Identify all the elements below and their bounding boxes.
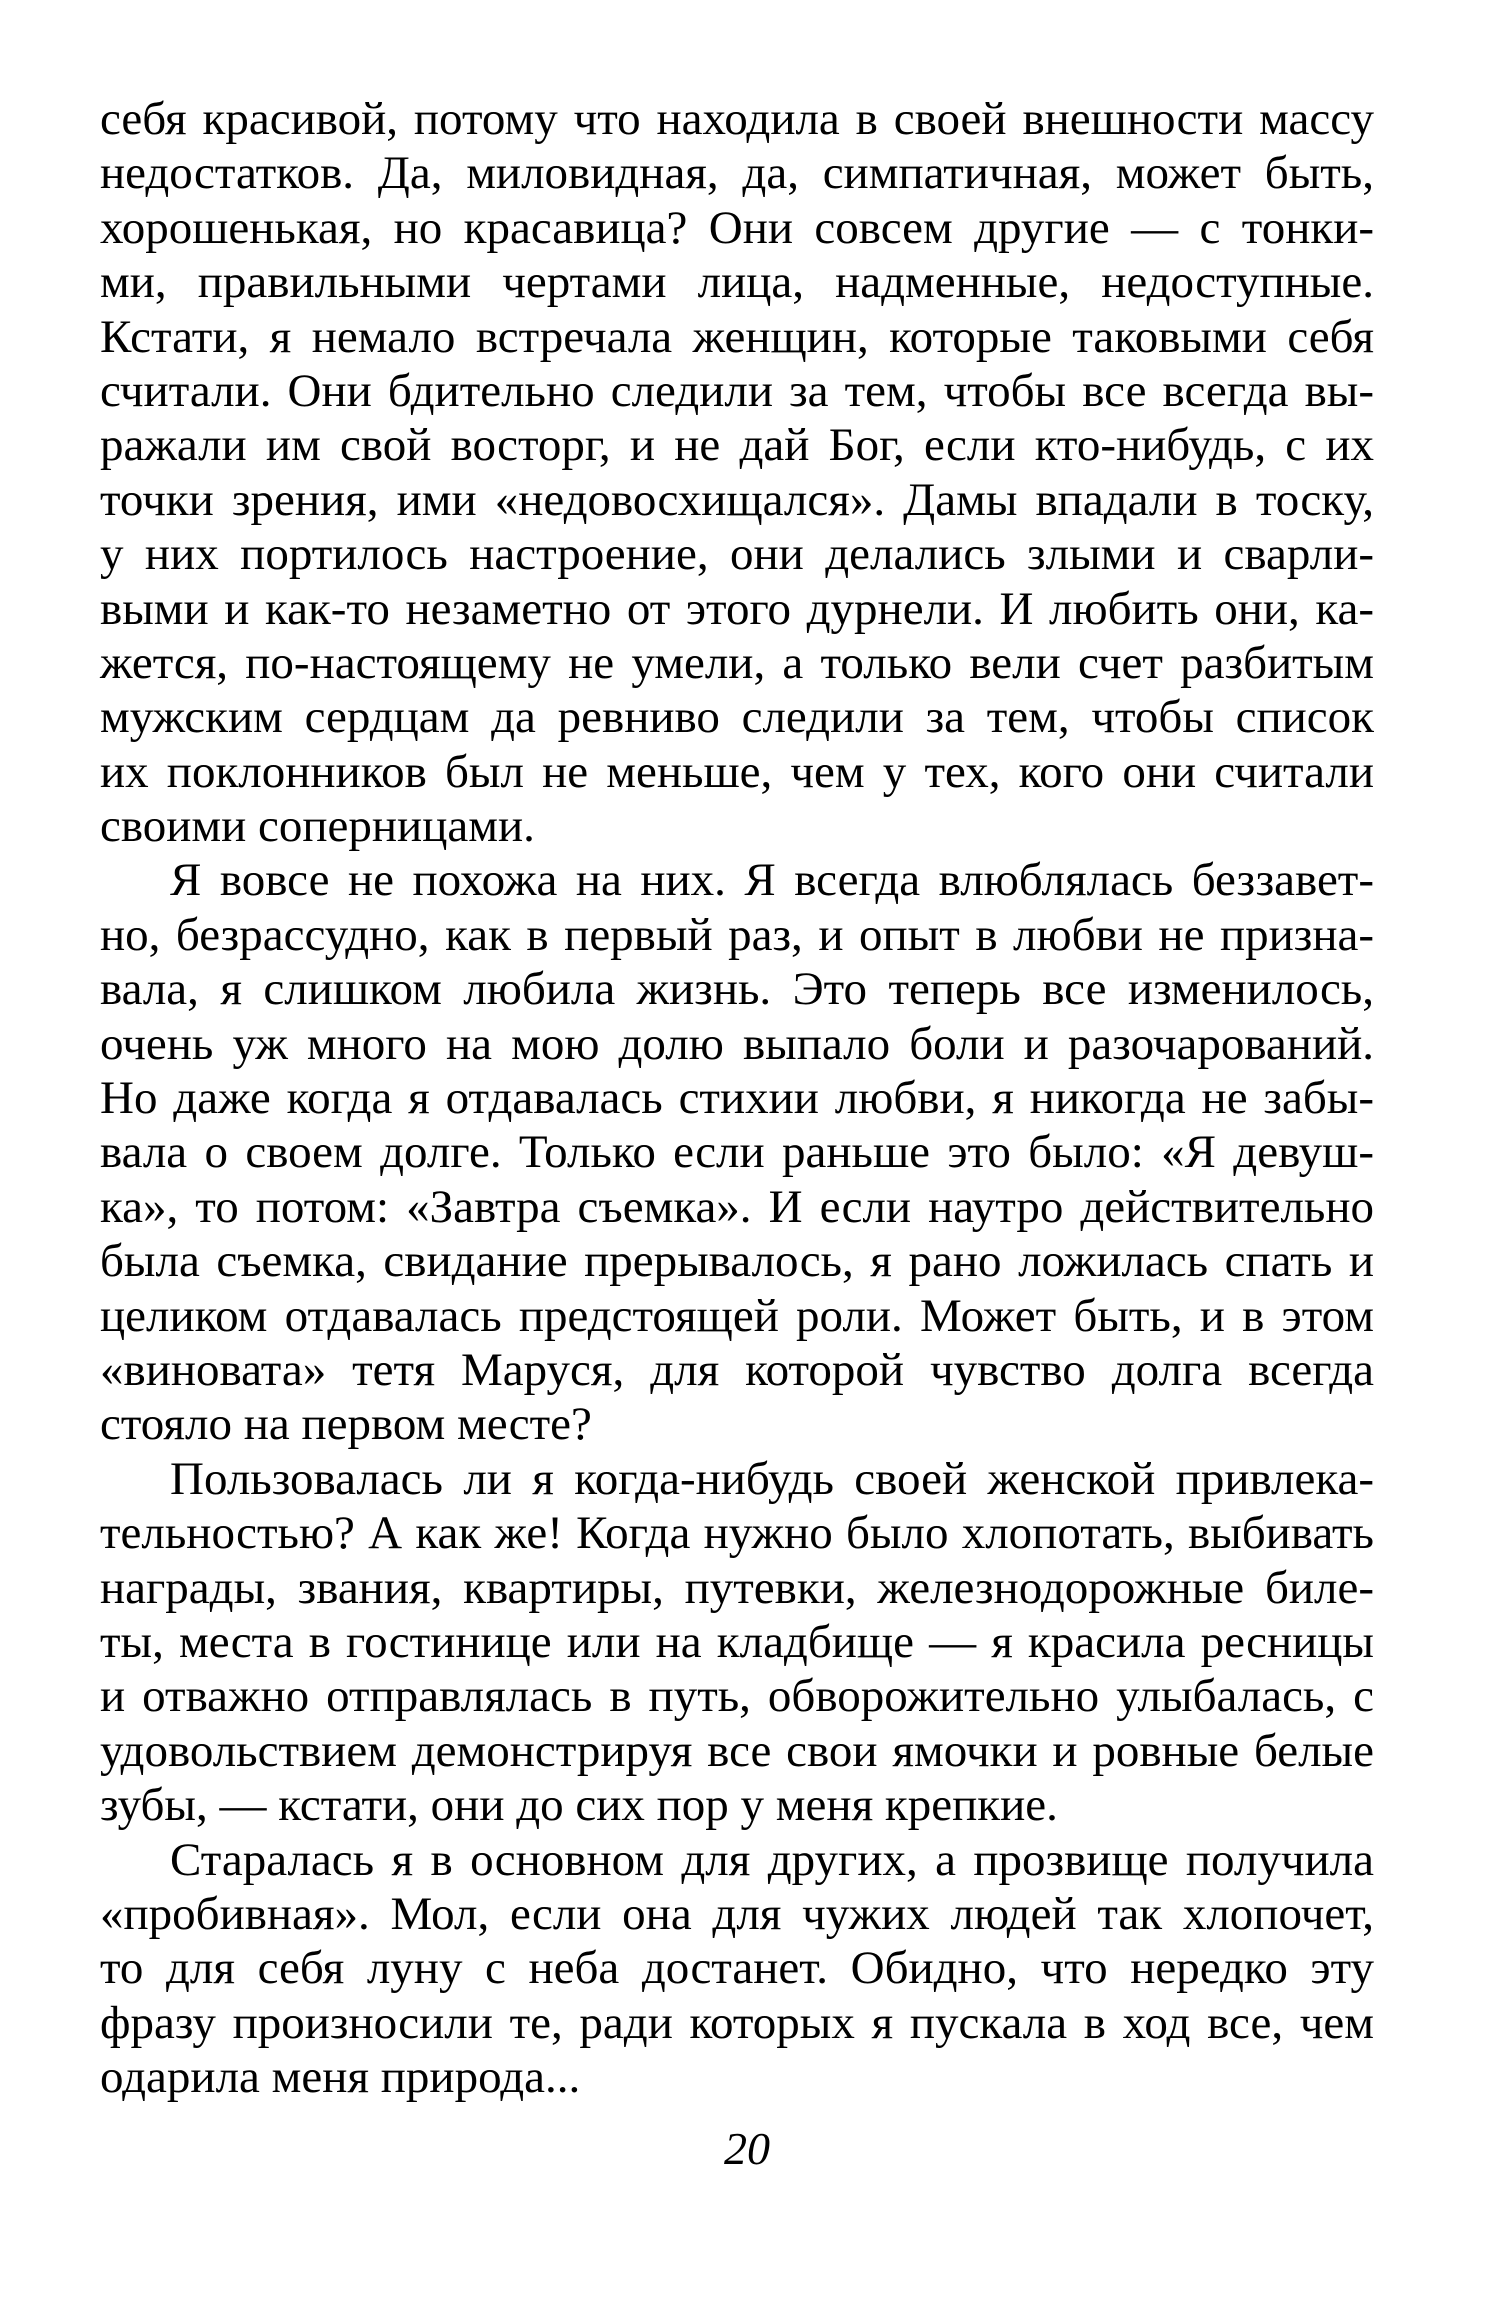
text-line: зубы, — кстати, они до сих пор у меня крепкие. bbox=[100, 1779, 1058, 1832]
text-line: но, безрассудно, как в первый раз, и опыт в любви не призна- bbox=[100, 908, 1374, 961]
text-line: Кстати, я немало встречала женщин, которые таковыми себя bbox=[100, 310, 1374, 363]
text-line: ка», то потом: «Завтра съемка». И если наутро действительно bbox=[100, 1180, 1374, 1233]
text-line: Я вовсе не похожа на них. Я всегда влюблялась беззавет- bbox=[170, 854, 1374, 907]
text-line: у них портилось настроение, они делались злыми и сварли- bbox=[100, 528, 1374, 581]
text-line: хорошенькая, но красавица? Они совсем другие — с тонки- bbox=[100, 201, 1374, 254]
text-line: своими соперницами. bbox=[100, 800, 535, 853]
text-line: выми и как-то незаметно от этого дурнели. И любить они, ка- bbox=[100, 582, 1374, 635]
text-line: вала, я слишком любила жизнь. Это теперь все изменилось, bbox=[100, 963, 1374, 1016]
page-number: 20 bbox=[724, 2123, 770, 2174]
text-line: Но даже когда я отдавалась стихии любви, я никогда не забы- bbox=[100, 1072, 1374, 1125]
text-line: Пользовалась ли я когда-нибудь своей женской привлека- bbox=[170, 1452, 1374, 1505]
text-line: ми, правильными чертами лица, надменные, недоступные. bbox=[100, 256, 1374, 309]
text-line: и отважно отправлялась в путь, обворожительно улыбалась, с bbox=[100, 1670, 1374, 1723]
text-line: «пробивная». Мол, если она для чужих людей так хлопочет, bbox=[100, 1887, 1374, 1940]
text-line: считали. Они бдительно следили за тем, чтобы все всегда вы- bbox=[100, 364, 1374, 417]
body-text bbox=[100, 92, 1374, 2104]
text-line: то для себя луну с неба достанет. Обидно, что нередко эту bbox=[100, 1942, 1374, 1995]
text-line: ражали им свой восторг, и не дай Бог, если кто-нибудь, с их bbox=[100, 419, 1374, 472]
text-line: «виновата» тетя Маруся, для которой чувство долга всегда bbox=[100, 1343, 1374, 1396]
text-line: стояло на первом месте? bbox=[100, 1398, 592, 1451]
text-line: точки зрения, ими «недовосхищался». Дамы впадали в тоску, bbox=[100, 473, 1374, 526]
text-line: очень уж много на мою долю выпало боли и разочарований. bbox=[100, 1017, 1374, 1070]
text-line: жется, по-настоящему не умели, а только вели счет разбитым bbox=[100, 636, 1374, 689]
text-line: недостатков. Да, миловидная, да, симпатичная, может быть, bbox=[100, 147, 1374, 200]
text-line: Старалась я в основном для других, а прозвище получила bbox=[170, 1833, 1374, 1886]
text-line: целиком отдавалась предстоящей роли. Может быть, и в этом bbox=[100, 1289, 1374, 1342]
text-line: фразу произносили те, ради которых я пускала в ход все, чем bbox=[100, 1996, 1374, 2049]
text-line: удовольствием демонстрируя все свои ямочки и ровные белые bbox=[100, 1724, 1374, 1777]
text-line: одарила меня природа... bbox=[100, 2051, 581, 2104]
text-line: их поклонников был не меньше, чем у тех, кого они считали bbox=[100, 745, 1374, 798]
text-line: себя красивой, потому что находила в своей внешности массу bbox=[100, 93, 1374, 145]
text-line: ты, места в гостинице или на кладбище — я красила ресницы bbox=[100, 1615, 1374, 1668]
text-line: награды, звания, квартиры, путевки, железнодорожные биле- bbox=[100, 1561, 1374, 1614]
text-line: тельностью? А как же! Когда нужно было хлопотать, выбивать bbox=[100, 1507, 1374, 1560]
text-line: вала о своем долге. Только если раньше это было: «Я девуш- bbox=[100, 1126, 1374, 1179]
text-line: мужским сердцам да ревниво следили за тем, чтобы список bbox=[100, 691, 1374, 744]
text-line: была съемка, свидание прерывалось, я рано ложилась спать и bbox=[100, 1235, 1374, 1288]
